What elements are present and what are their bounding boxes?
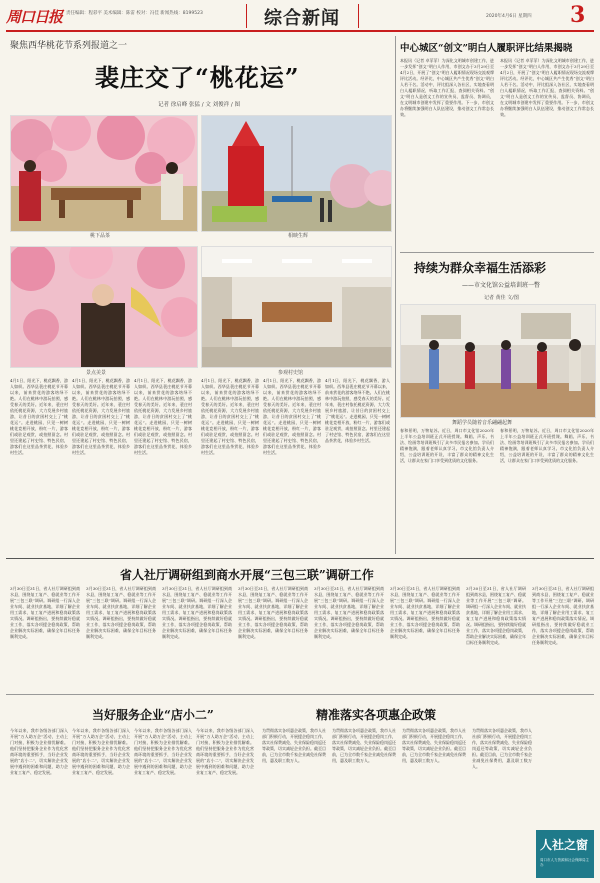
right-mid-col-1: 春和景明，万物复苏。近日，周口市文化馆2020年上半年公益培训班正式开班授课。舞蹈、声乐、书法、绘画等培训班吸引了众多市民报名参加。学员们精神饱满，跟着老师认真学习。市文化馆负责人介绍，公益培训班的开设，丰富了群众的精神文化生活，让群众在家门口享受到优质的文化服务。 [400,428,494,463]
lead-kicker: 聚焦西华桃花节系列报道之一 [10,41,128,51]
bottom-right-col-4: 为贯彻落实各项惠企政策，我市人社部门积极行动，开展援企稳岗工作，落实社保费减免、失业保险稳岗返还等政策，切实减轻企业负担。截至目前，已为全市数千家企业减免社保费用，惠及职工数万人。 [472,728,532,769]
caption-dance: 舞蹈学员随着音乐翩翩起舞 [452,420,513,426]
right-mid-byline: 记者 黄佳 文/图 [484,295,519,301]
bottom-right-col-3: 为贯彻落实各项惠企政策，我市人社部门积极行动，开展援企稳岗工作，落实社保费减免、失业保险稳岗返还等政策，切实减轻企业负担。截至目前，已为全市数千家企业减免社保费用，惠及职工数万人。 [402,728,466,763]
lower-col-8: 3月30日至31日，省人社厅调研组到商水县，围绕复工复产、稳就业等工作开展“三包三联”调研。调研组一行深入企业车间、就业扶贫基地，详细了解企业用工需求、复工复产进展和稳岗政策落实情况。调研组指出，要持续做好稳就业工作，落实各项援企稳岗政策，帮助企业解决实际困难，确保全年目标任务顺利完成。 [532,586,594,645]
right-top-title: 中心城区“创文”明白人履职评比结果揭晓 [400,43,573,54]
mid-page-rule [6,558,594,559]
right-separator [400,252,594,253]
right-top-col-2: 本报讯（记者 卓菲菲）为深化文明城市创建工作，进一步发挥“创文”明白人作用，市创文办于3月29日至4月2日，开展了“创文”明白人履职情况现场交流观摩评比活动。经评比，中心城区共产生优秀“创文”明白人若干名。活动中，评比组深入各社区，实地查看明白人履职情况，听取工作汇报，查阅相关资料。“创文”明白人是创文工作的宣传员、监督员、协调员，在文明城市创建中发挥了重要作用。下一步，市创文办将继续加强明白人队伍建设，推动创文工作常态长效。 [500,58,594,117]
bottom-left-title: 当好服务企业“店小二” [92,708,214,722]
section-divider-right [358,4,359,28]
lead-body-col-2: 4月1日，阳光下，桃花飘香，游人如织。西华县裴庄桃花节开幕以来，前来赏花的游客络绎不绝。人们在桃林中游玩拍照，感受春天的美好。近年来，裴庄村依托桃花资源，大力发展乡村旅游，让昔日的贫困村交上了“桃花运”。走进桃园，只见一树树桃花竞相开放，粉红一片，游客们或驻足观赏，或拍照留念。村里还建起了村史馆、特色民宿，游客们在这里品茶赏花，体验乡村生活。 [72,378,130,455]
photo-red-sculpture [201,115,392,232]
photo-tea-under-peach [10,115,198,232]
lower-col-1: 3月30日至31日，省人社厅调研组到商水县，围绕复工复产、稳就业等工作开展“三包三联”调研。调研组一行深入企业车间、就业扶贫基地，详细了解企业用工需求、复工复产进展和稳岗政策落实情况。调研组指出，要持续做好稳就业工作，落实各项援企稳岗政策，帮助企业解决实际困难，确保全年目标任务顺利完成。 [10,586,80,639]
bottom-right-col-1: 为贯彻落实各项惠企政策，我市人社部门积极行动，开展援企稳岗工作，落实社保费减免、失业保险稳岗返还等政策，切实减轻企业负担。截至目前，已为全市数千家企业减免社保费用，惠及职工数万人。 [262,728,326,763]
lead-byline: 记者 徐启峰 张猛 / 文 刘俊祥 / 图 [158,102,240,108]
bottom-right-title: 精准落实各项惠企政策 [316,708,437,722]
bottom-right-col-2: 为贯彻落实各项惠企政策，我市人社部门积极行动，开展援企稳岗工作，落实社保费减免、失业保险稳岗返还等政策，切实减轻企业负担。截至目前，已为全市数千家企业减免社保费用，惠及职工数万人。 [332,728,396,763]
right-top-col-1: 本报讯（记者 卓菲菲）为深化文明城市创建工作，进一步发挥“创文”明白人作用，市创文办于3月29日至4月2日，开展了“创文”明白人履职情况现场交流观摩评比活动。经评比，中心城区共产生优秀“创文”明白人若干名。活动中，评比组深入各社区，实地查看明白人履职情况，听取工作汇报，查阅相关资料。“创文”明白人是创文工作的宣传员、监督员、协调员，在文明城市创建中发挥了重要作用。下一步，市创文办将继续加强明白人队伍建设，推动创文工作常态长效。 [400,58,494,117]
lower-col-3: 3月30日至31日，省人社厅调研组到商水县，围绕复工复产、稳就业等工作开展“三包三联”调研。调研组一行深入企业车间、就业扶贫基地，详细了解企业用工需求、复工复产进展和稳岗政策落实情况。调研组指出，要持续做好稳就业工作，落实各项援企稳岗政策，帮助企业解决实际困难，确保全年目标任务顺利完成。 [162,586,232,639]
masthead-rule [6,30,594,32]
lower-col-4: 3月30日至31日，省人社厅调研组到商水县，围绕复工复产、稳就业等工作开展“三包三联”调研。调研组一行深入企业车间、就业扶贫基地，详细了解企业用工需求、复工复产进展和稳岗政策落实情况。调研组指出，要持续做好稳就业工作，落实各项援企稳岗政策，帮助企业解决实际困难，确保全年目标任务顺利完成。 [238,586,308,639]
bottom-left-col-4: 今年以来，我市各级各部门深入开展“万人助万企”活动，主动上门对接，积极为企业排忧解难。他们坚持把服务企业作为优化营商环境的重要抓手，当好企业发展的“店小二”，切实解决企业发展中遇到的困难和问题，助力企业复工复产、稳定发展。 [196,728,254,775]
caption-scenery: 景点美景 [86,370,107,376]
bottom-left-col-1: 今年以来，我市各级各部门深入开展“万人助万企”活动，主动上门对接，积极为企业排忧解难。他们坚持把服务企业作为优化营商环境的重要抓手，当好企业发展的“店小二”，切实解决企业发展中遇到的困难和问题，助力企业复工复产、稳定发展。 [10,728,68,775]
photo-village-museum [201,246,392,368]
promo-box [536,830,594,878]
right-mid-subtitle: ——市文化馆公益培训班一瞥 [462,282,541,289]
lower-title: 省人社厅调研组到商水开展“三包三联”调研工作 [120,568,374,582]
bottom-separator [6,694,594,695]
lower-col-5: 3月30日至31日，省人社厅调研组到商水县，围绕复工复产、稳就业等工作开展“三包三联”调研。调研组一行深入企业车间、就业扶贫基地，详细了解企业用工需求、复工复产进展和稳岗政策落实情况。调研组指出，要持续做好稳就业工作，落实各项援企稳岗政策，帮助企业解决实际困难，确保全年目标任务顺利完成。 [314,586,384,639]
right-mid-title: 持续为群众幸福生活添彩 [414,261,547,275]
lower-col-6: 3月30日至31日，省人社厅调研组到商水县，围绕复工复产、稳就业等工作开展“三包三联”调研。调研组一行深入企业车间、就业扶贫基地，详细了解企业用工需求、复工复产进展和稳岗政策落实情况。调研组指出，要持续做好稳就业工作，落实各项援企稳岗政策，帮助企业解决实际困难，确保全年目标任务顺利完成。 [390,586,460,639]
right-mid-col-2: 春和景明，万物复苏。近日，周口市文化馆2020年上半年公益培训班正式开班授课。舞蹈、声乐、书法、绘画等培训班吸引了众多市民报名参加。学员们精神饱满，跟着老师认真学习。市文化馆负责人介绍，公益培训班的开设，丰富了群众的精神文化生活，让群众在家门口享受到优质的文化服务。 [500,428,594,463]
lower-col-2: 3月30日至31日，省人社厅调研组到商水县，围绕复工复产、稳就业等工作开展“三包三联”调研。调研组一行深入企业车间、就业扶贫基地，详细了解企业用工需求、复工复产进展和稳岗政策落实情况。调研组指出，要持续做好稳就业工作，落实各项援企稳岗政策，帮助企业解决实际困难，确保全年目标任务顺利完成。 [86,586,156,639]
lead-body-col-5: 4月1日，阳光下，桃花飘香，游人如织。西华县裴庄桃花节开幕以来，前来赏花的游客络绎不绝。人们在桃林中游玩拍照，感受春天的美好。近年来，裴庄村依托桃花资源，大力发展乡村旅游，让昔日的贫困村交上了“桃花运”。走进桃园，只见一树树桃花竞相开放，粉红一片，游客们或驻足观赏，或拍照留念。村里还建起了村史馆、特色民宿，游客们在这里品茶赏花，体验乡村生活。 [263,378,321,455]
lead-body-col-1: 4月1日，阳光下，桃花飘香，游人如织。西华县裴庄桃花节开幕以来，前来赏花的游客络绎不绝。人们在桃林中游玩拍照，感受春天的美好。近年来，裴庄村依托桃花资源，大力发展乡村旅游，让昔日的贫困村交上了“桃花运”。走进桃园，只见一树树桃花竞相开放，粉红一片，游客们或驻足观赏，或拍照留念。村里还建起了村史馆、特色民宿，游客们在这里品茶赏花，体验乡村生活。 [10,378,68,455]
promo-sub: 周口市人力资源和社会保障局主办 [540,858,589,867]
column-divider [395,36,396,554]
page-number: 3 [570,2,586,28]
newspaper-logo: 周口日报 [6,8,63,26]
date-line: 2020年4月6日 星期四 [486,14,532,19]
bottom-left-col-3: 今年以来，我市各级各部门深入开展“万人助万企”活动，主动上门对接，积极为企业排忧解难。他们坚持把服务企业作为优化营商环境的重要抓手，当好企业发展的“店小二”，切实解决企业发展中遇到的困难和问题，助力企业复工复产、稳定发展。 [134,728,192,775]
photo-woman-blossom [10,246,198,368]
lead-body-col-4: 4月1日，阳光下，桃花飘香，游人如织。西华县裴庄桃花节开幕以来，前来赏花的游客络绎不绝。人们在桃林中游玩拍照，感受春天的美好。近年来，裴庄村依托桃花资源，大力发展乡村旅游，让昔日的贫困村交上了“桃花运”。走进桃园，只见一树树桃花竞相开放，粉红一片，游客们或驻足观赏，或拍照留念。村里还建起了村史馆、特色民宿，游客们在这里品茶赏花，体验乡村生活。 [201,378,259,455]
bottom-left-col-2: 今年以来，我市各级各部门深入开展“万人助万企”活动，主动上门对接，积极为企业排忧解难。他们坚持把服务企业作为优化营商环境的重要抓手，当好企业发展的“店小二”，切实解决企业发展中遇到的困难和问题，助力企业复工复产、稳定发展。 [72,728,130,775]
section-divider-left [246,4,247,28]
lead-body-col-3: 4月1日，阳光下，桃花飘香，游人如织。西华县裴庄桃花节开幕以来，前来赏花的游客络绎不绝。人们在桃林中游玩拍照，感受春天的美好。近年来，裴庄村依托桃花资源，大力发展乡村旅游，让昔日的贫困村交上了“桃花运”。走进桃园，只见一树树桃花竞相开放，粉红一片，游客们或驻足观赏，或拍照留念。村里还建起了村史馆、特色民宿，游客们在这里品茶赏花，体验乡村生活。 [134,378,192,455]
editor-line: 责任编辑：程彩平 美术编辑：陈雷 校对：冯佳 新闻热线：8199523 [66,11,203,16]
caption-tea: 桃下品茶 [90,233,111,239]
promo-title: 人社之窗 [540,838,589,852]
masthead [0,0,600,30]
caption-sculpture: 相映生辉 [288,233,309,239]
lead-headline: 裴庄交了“桃花运” [95,63,300,92]
caption-museum: 参观村史馆 [278,370,304,376]
lead-body-col-6: 4月1日，阳光下，桃花飘香，游人如织。西华县裴庄桃花节开幕以来，前来赏花的游客络绎不绝。人们在桃林中游玩拍照，感受春天的美好。近年来，裴庄村依托桃花资源，大力发展乡村旅游，让昔日的贫困村交上了“桃花运”。走进桃园，只见一树树桃花竞相开放，粉红一片，游客们或驻足观赏，或拍照留念。村里还建起了村史馆、特色民宿，游客们在这里品茶赏花，体验乡村生活。 [325,378,390,443]
photo-dance-class [400,304,596,418]
lower-col-7: 3月30日至31日，省人社厅调研组到商水县，围绕复工复产、稳就业等工作开展“三包三联”调研。调研组一行深入企业车间、就业扶贫基地，详细了解企业用工需求、复工复产进展和稳岗政策落实情况。调研组指出，要持续做好稳就业工作，落实各项援企稳岗政策，帮助企业解决实际困难，确保全年目标任务顺利完成。 [466,586,526,645]
section-title: 综合新闻 [264,8,340,29]
